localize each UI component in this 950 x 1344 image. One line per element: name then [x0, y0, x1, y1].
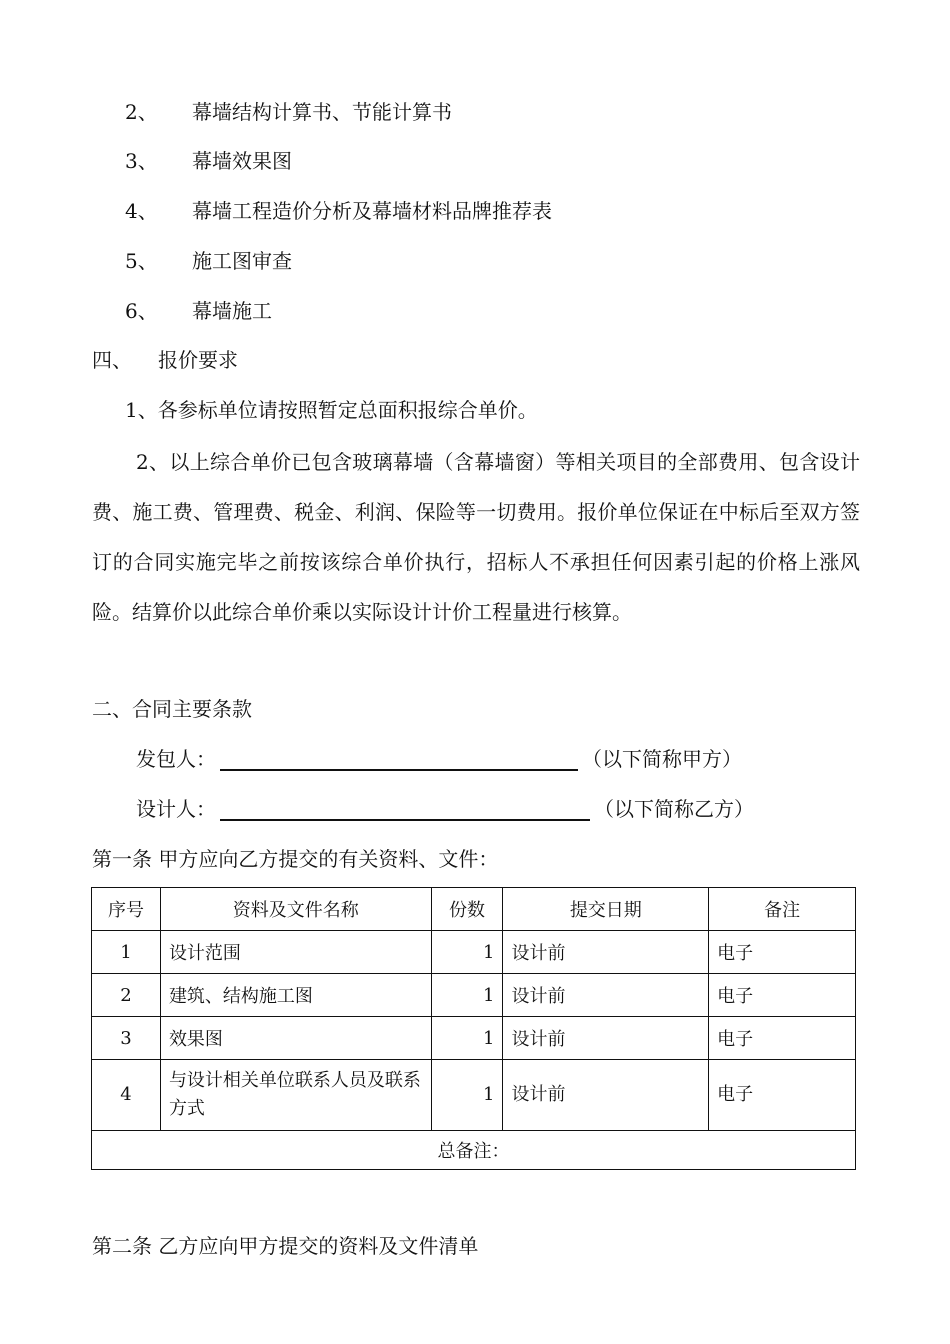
cell-note: 电子 — [709, 1060, 856, 1131]
table-row — [92, 1017, 856, 1060]
cell-index: 4 — [92, 1060, 161, 1131]
designer-blank — [220, 797, 590, 821]
cell-copies: 1 — [431, 1017, 503, 1060]
header-copies: 份数 — [431, 888, 503, 931]
article-one-heading: 第一条 甲方应向乙方提交的有关资料、文件： — [92, 847, 499, 871]
designer-label: 设计人： — [136, 797, 216, 821]
document-page: 2、 幕墙结构计算书、节能计算书 3、 幕墙效果图 4、 幕墙工程造价分析及幕墙材料品牌推荐表 5、 施工图审查 6、 幕墙施工 四、 报价要求 1、各参标单位请按照暂定总面积报综合单价。 2、以上综合单价已包含玻璃幕墙（含幕墙窗）等相关项目的全部费用、包含设计费、施工费、管理费、税金、利润、保险等一切费用。报价单位保证在中标后至双方签订的合同实施完毕之前按该综合单价执行，招标人不承担任何因素引起的价格上涨风险。结算价以此综合单价乘以实际设计计价工程量进行核算。 二、合同主要条款 发包人： （以下简称甲方） 设计人： （以下简称乙方） 第一条 甲方应向乙方提交的有关资料、文件： 序号 资料及文件名称 份数 提交日期 备注 1 设计范围 1 设计前 电子 2 建筑、结构施工图 1 设计前 电子 3 效果图 1 设计前 电子 4 与设计相关单位联系人员及联系方式 1 设计前 电子 总备注： 第二条 乙方应向甲方提交的资料及文件清单 — [92, 100, 860, 1258]
cell-copies: 1 — [431, 1060, 503, 1131]
cell-date: 设计前 — [503, 1060, 709, 1131]
cell-name: 与设计相关单位联系人员及联系方式 — [160, 1060, 431, 1131]
cell-name: 设计范围 — [160, 931, 431, 974]
cell-index: 3 — [92, 1017, 161, 1060]
cell-copies: 1 — [431, 931, 503, 974]
header-date: 提交日期 — [503, 888, 709, 931]
article-two-heading: 第二条 乙方应向甲方提交的资料及文件清单 — [92, 1234, 479, 1258]
materials-table — [91, 887, 856, 1170]
header-name: 资料及文件名称 — [160, 888, 431, 931]
table-row — [92, 1060, 856, 1131]
cell-note: 电子 — [709, 1017, 856, 1060]
quote-requirement-1: 1、各参标单位请按照暂定总面积报综合单价。 — [125, 398, 538, 422]
cell-index: 2 — [92, 974, 161, 1017]
quote-requirement-2: 2、以上综合单价已包含玻璃幕墙（含幕墙窗）等相关项目的全部费用、包含设计费、施工费、管理费、税金、利润、保险等一切费用。报价单位保证在中标后至双方签订的合同实施完毕之前按该综合单价执行，招标人不承担任何因素引起的价格上涨风险。结算价以此综合单价乘以实际设计计价工程量进行核算。 — [92, 450, 860, 624]
table-row — [92, 974, 856, 1017]
header-note: 备注 — [709, 888, 856, 931]
employer-label: 发包人： — [136, 747, 216, 771]
designer-suffix: （以下简称乙方） — [594, 797, 754, 821]
cell-index: 1 — [92, 931, 161, 974]
employer-line — [136, 747, 742, 771]
contract-terms-heading: 二、合同主要条款 — [92, 697, 252, 721]
employer-suffix: （以下简称甲方） — [582, 747, 742, 771]
cell-note: 电子 — [709, 931, 856, 974]
cell-name: 效果图 — [160, 1017, 431, 1060]
header-index: 序号 — [92, 888, 161, 931]
table-header-row — [92, 888, 856, 931]
designer-line — [136, 797, 754, 821]
table-row — [92, 931, 856, 974]
cell-date: 设计前 — [503, 1017, 709, 1060]
summary-note: 总备注： — [92, 1131, 856, 1170]
cell-note: 电子 — [709, 974, 856, 1017]
cell-copies: 1 — [431, 974, 503, 1017]
table-summary-row — [92, 1131, 856, 1170]
cell-name: 建筑、结构施工图 — [160, 974, 431, 1017]
cell-date: 设计前 — [503, 974, 709, 1017]
cell-date: 设计前 — [503, 931, 709, 974]
employer-blank — [220, 747, 578, 771]
